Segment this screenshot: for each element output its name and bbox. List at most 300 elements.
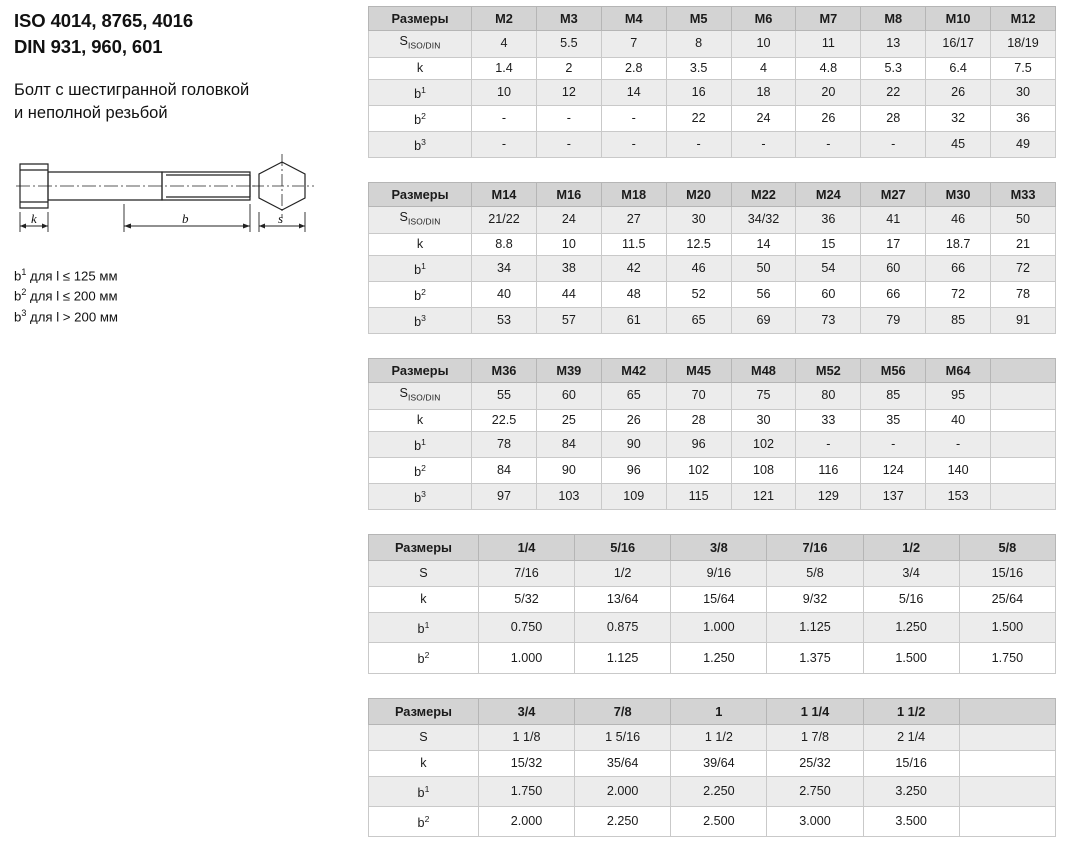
table-cell: 2.250 — [671, 776, 767, 806]
column-header-3-8: 3/8 — [671, 535, 767, 561]
table-cell: 42 — [601, 255, 666, 281]
column-header-1-1-4: 1 1/4 — [767, 698, 863, 724]
row-label-b1: $b^1$ — [369, 431, 472, 457]
column-header-dimensions: Размеры — [369, 183, 472, 207]
table-cell: 6.4 — [926, 57, 991, 79]
table-cell: 46 — [666, 255, 731, 281]
table-cell: - — [796, 431, 861, 457]
table-cell: 0.750 — [478, 613, 574, 643]
table-cell: 4 — [731, 57, 796, 79]
table-cell: 18/19 — [991, 31, 1056, 58]
column-header-7-16: 7/16 — [767, 535, 863, 561]
table-cell: - — [601, 105, 666, 131]
table-cell: 12 — [536, 79, 601, 105]
row-label-k: k — [369, 750, 479, 776]
table-cell: 2.000 — [575, 776, 671, 806]
column-header-dimensions: Размеры — [369, 535, 479, 561]
table-cell: 103 — [536, 484, 601, 510]
column-header-m30: M30 — [926, 183, 991, 207]
row-label-s: $S_{ISO/DIN}$ — [369, 207, 472, 234]
table-cell: 24 — [536, 207, 601, 234]
table-cell: - — [796, 131, 861, 157]
table-cell: 3/4 — [863, 561, 959, 587]
table-cell: 60 — [536, 383, 601, 410]
table-cell: 52 — [666, 281, 731, 307]
table-row — [369, 233, 1056, 255]
table-inch-quarter-five-eighths — [368, 534, 1056, 673]
table-row — [369, 587, 1056, 613]
column-header-dimensions: Размеры — [369, 359, 472, 383]
table-cell: 1.125 — [575, 643, 671, 673]
table-row — [369, 207, 1056, 234]
column-header-1-4: 1/4 — [478, 535, 574, 561]
table-cell: 60 — [796, 281, 861, 307]
column-header-dimensions: Размеры — [369, 7, 472, 31]
subtitle-line-2: и неполной резьбой — [14, 104, 168, 123]
table-cell: 2 — [536, 57, 601, 79]
table-cell: 24 — [731, 105, 796, 131]
table-row — [369, 613, 1056, 643]
column-header-m52: M52 — [796, 359, 861, 383]
table-cell: 49 — [991, 131, 1056, 157]
drawing-label-k: k — [31, 210, 37, 226]
table-cell: 1.250 — [671, 643, 767, 673]
footnote-b3-sup: 3 — [21, 307, 27, 318]
table-cell: 2.000 — [478, 806, 574, 836]
title-line-1: ISO 4014, 8765, 4016 — [14, 10, 194, 31]
table-cell: 153 — [926, 484, 991, 510]
table-row — [369, 643, 1056, 673]
table-cell: 12.5 — [666, 233, 731, 255]
table-cell: 57 — [536, 307, 601, 333]
table-header-row — [369, 183, 1056, 207]
column-header-m48: M48 — [731, 359, 796, 383]
table-cell — [991, 457, 1056, 483]
table-cell: 109 — [601, 484, 666, 510]
table-cell: 1.250 — [863, 613, 959, 643]
table-cell: 70 — [666, 383, 731, 410]
table-cell: 53 — [472, 307, 537, 333]
table-cell: 1.500 — [863, 643, 959, 673]
table-cell: 28 — [666, 409, 731, 431]
column-header-m4: M4 — [601, 7, 666, 31]
table-cell: 90 — [536, 457, 601, 483]
table-cell: 32 — [926, 105, 991, 131]
row-label-b1: $b^1$ — [369, 255, 472, 281]
table-cell: 1.000 — [671, 613, 767, 643]
row-label-b2: $b^2$ — [369, 457, 472, 483]
column-header-m3: M3 — [536, 7, 601, 31]
table-cell: 16 — [666, 79, 731, 105]
table-cell: 5/32 — [478, 587, 574, 613]
table-cell: 1 5/16 — [575, 724, 671, 750]
column-header-dimensions: Размеры — [369, 698, 479, 724]
table-cell: 18.7 — [926, 233, 991, 255]
table-cell: 1.4 — [472, 57, 537, 79]
table-cell: 48 — [601, 281, 666, 307]
table-header-row — [369, 698, 1056, 724]
table-cell: 75 — [731, 383, 796, 410]
table-header-row — [369, 7, 1056, 31]
table-cell: 102 — [666, 457, 731, 483]
table-cell: 90 — [601, 431, 666, 457]
table-cell: 1.750 — [478, 776, 574, 806]
table-cell: 26 — [601, 409, 666, 431]
table-cell: 4.8 — [796, 57, 861, 79]
table-cell: 2.8 — [601, 57, 666, 79]
column-header-m20: M20 — [666, 183, 731, 207]
table-row — [369, 31, 1056, 58]
row-label-k: k — [369, 233, 472, 255]
table-cell: 11.5 — [601, 233, 666, 255]
table-cell: 72 — [926, 281, 991, 307]
bolt-technical-drawing — [14, 146, 324, 236]
table-cell: 36 — [991, 105, 1056, 131]
table-cell: 4 — [472, 31, 537, 58]
table-cell: 5/8 — [767, 561, 863, 587]
row-label-s: S — [369, 724, 479, 750]
table-cell: 0.875 — [575, 613, 671, 643]
subtitle-line-1: Болт с шестигранной головкой — [14, 81, 250, 100]
table-cell: 25/32 — [767, 750, 863, 776]
table-cell — [959, 806, 1055, 836]
footnote-b2 — [14, 286, 359, 306]
footnote-b3-text: для l > 200 мм — [26, 309, 118, 325]
row-label-b2: $b^2$ — [369, 105, 472, 131]
table-cell: 35 — [861, 409, 926, 431]
table-row — [369, 724, 1056, 750]
table-cell: 2.750 — [767, 776, 863, 806]
table-cell: 10 — [536, 233, 601, 255]
footnote-b3-base: b — [14, 309, 22, 325]
footnote-b2-base: b — [14, 288, 22, 304]
table-cell: 15/64 — [671, 587, 767, 613]
column-header-m12: M12 — [991, 7, 1056, 31]
table-cell: 21 — [991, 233, 1056, 255]
column-header-1: 1 — [671, 698, 767, 724]
table-row — [369, 431, 1056, 457]
table-cell: 79 — [861, 307, 926, 333]
table-cell: 102 — [731, 431, 796, 457]
table-cell: 1/2 — [575, 561, 671, 587]
table-row — [369, 806, 1056, 836]
row-label-k: k — [369, 587, 479, 613]
table-cell: 7/16 — [478, 561, 574, 587]
product-description — [14, 79, 359, 126]
table-row — [369, 131, 1056, 157]
table-cell: 20 — [796, 79, 861, 105]
row-label-b1: $b^1$ — [369, 79, 472, 105]
table-cell: 108 — [731, 457, 796, 483]
table-cell: 116 — [796, 457, 861, 483]
column-header-7-8: 7/8 — [575, 698, 671, 724]
table-cell: 13/64 — [575, 587, 671, 613]
table-cell: 17 — [861, 233, 926, 255]
table-row — [369, 105, 1056, 131]
table-cell — [959, 776, 1055, 806]
table-cell: 46 — [926, 207, 991, 234]
table-cell: 3.5 — [666, 57, 731, 79]
column-header-m18: M18 — [601, 183, 666, 207]
table-cell: - — [666, 131, 731, 157]
table-cell: 66 — [926, 255, 991, 281]
table-cell: 38 — [536, 255, 601, 281]
table-row — [369, 561, 1056, 587]
row-label-k: k — [369, 409, 472, 431]
column-header-m64: M64 — [926, 359, 991, 383]
table-cell: 10 — [731, 31, 796, 58]
table-row — [369, 281, 1056, 307]
table-cell: 7.5 — [991, 57, 1056, 79]
table-cell: - — [861, 431, 926, 457]
table-cell: - — [472, 105, 537, 131]
table-cell: 44 — [536, 281, 601, 307]
table-row — [369, 457, 1056, 483]
column-header-5-16: 5/16 — [575, 535, 671, 561]
footnote-b3 — [14, 307, 359, 327]
table-row — [369, 750, 1056, 776]
column-header-m5: M5 — [666, 7, 731, 31]
row-label-b1: $b^1$ — [369, 776, 479, 806]
table-cell: 3.500 — [863, 806, 959, 836]
table-metric-m14-m33 — [368, 182, 1056, 334]
table-cell: 16/17 — [926, 31, 991, 58]
table-cell: 9/32 — [767, 587, 863, 613]
table-cell: 1 1/8 — [478, 724, 574, 750]
column-header-m22: M22 — [731, 183, 796, 207]
table-cell: 30 — [666, 207, 731, 234]
table-cell: 80 — [796, 383, 861, 410]
table-cell: - — [536, 131, 601, 157]
column-header-m16: M16 — [536, 183, 601, 207]
title-line-2: DIN 931, 960, 601 — [14, 35, 163, 57]
table-cell: 27 — [601, 207, 666, 234]
table-cell: 34 — [472, 255, 537, 281]
row-label-s: S — [369, 561, 479, 587]
table-cell: 56 — [731, 281, 796, 307]
drawing-label-s: s — [278, 210, 284, 226]
column-header-m10: M10 — [926, 7, 991, 31]
table-cell: 30 — [991, 79, 1056, 105]
table-cell: 22.5 — [472, 409, 537, 431]
table-cell — [991, 409, 1056, 431]
table-cell: 8 — [666, 31, 731, 58]
table-cell: 21/22 — [472, 207, 537, 234]
table-cell: 61 — [601, 307, 666, 333]
table-cell: 36 — [796, 207, 861, 234]
column-header-empty-8 — [991, 359, 1056, 383]
table-cell: 95 — [926, 383, 991, 410]
table-cell: 1.125 — [767, 613, 863, 643]
table-cell: 10 — [472, 79, 537, 105]
page-title — [14, 8, 359, 59]
table-header-row — [369, 359, 1056, 383]
table-cell: 50 — [991, 207, 1056, 234]
footnote-b1-text: для l ≤ 125 мм — [26, 268, 118, 284]
row-label-s: $S_{ISO/DIN}$ — [369, 383, 472, 410]
table-cell: 72 — [991, 255, 1056, 281]
table-row — [369, 79, 1056, 105]
table-cell: 91 — [991, 307, 1056, 333]
footnote-b2-sup: 2 — [21, 287, 27, 298]
table-cell: 41 — [861, 207, 926, 234]
table-cell: 73 — [796, 307, 861, 333]
table-cell: 26 — [926, 79, 991, 105]
column-header-m56: M56 — [861, 359, 926, 383]
column-header-m36: M36 — [472, 359, 537, 383]
table-cell: 8.8 — [472, 233, 537, 255]
table-cell: 14 — [731, 233, 796, 255]
table-cell: 1 7/8 — [767, 724, 863, 750]
table-cell: 140 — [926, 457, 991, 483]
footnote-b1-sup: 1 — [21, 266, 27, 277]
table-cell: 35/64 — [575, 750, 671, 776]
column-header-m8: M8 — [861, 7, 926, 31]
table-cell: 96 — [666, 431, 731, 457]
drawing-label-b: b — [182, 210, 189, 226]
table-cell: 9/16 — [671, 561, 767, 587]
footnote-b1-base: b — [14, 268, 22, 284]
column-header-m39: M39 — [536, 359, 601, 383]
table-cell: 22 — [666, 105, 731, 131]
table-cell: 50 — [731, 255, 796, 281]
dimension-tables — [368, 6, 1056, 861]
table-cell: 60 — [861, 255, 926, 281]
left-info-column — [14, 8, 359, 327]
column-header-m24: M24 — [796, 183, 861, 207]
row-label-b2: $b^2$ — [369, 806, 479, 836]
column-header-m14: M14 — [472, 183, 537, 207]
table-cell: - — [601, 131, 666, 157]
table-cell: 84 — [472, 457, 537, 483]
table-cell: 3.250 — [863, 776, 959, 806]
table-cell: - — [472, 131, 537, 157]
table-cell: - — [731, 131, 796, 157]
row-label-b2: $b^2$ — [369, 281, 472, 307]
table-cell — [959, 750, 1055, 776]
table-cell: 97 — [472, 484, 537, 510]
table-cell: 25/64 — [959, 587, 1055, 613]
table-cell: 40 — [926, 409, 991, 431]
table-cell: 22 — [861, 79, 926, 105]
table-row — [369, 409, 1056, 431]
table-cell: 2.250 — [575, 806, 671, 836]
table-cell: 65 — [666, 307, 731, 333]
table-cell: 1.375 — [767, 643, 863, 673]
row-label-b3: $b^3$ — [369, 307, 472, 333]
column-header-m2: M2 — [472, 7, 537, 31]
column-header-m45: M45 — [666, 359, 731, 383]
table-cell: 1 1/2 — [671, 724, 767, 750]
table-cell — [991, 383, 1056, 410]
table-inch-three-quarters-one-half — [368, 698, 1056, 837]
table-cell: 15/16 — [863, 750, 959, 776]
table-cell: 121 — [731, 484, 796, 510]
table-cell: 30 — [731, 409, 796, 431]
table-row — [369, 57, 1056, 79]
column-header-m6: M6 — [731, 7, 796, 31]
row-label-b2: $b^2$ — [369, 643, 479, 673]
row-label-s: $S_{ISO/DIN}$ — [369, 31, 472, 58]
table-cell: 55 — [472, 383, 537, 410]
column-header-1-2: 1/2 — [863, 535, 959, 561]
table-cell: 11 — [796, 31, 861, 58]
table-cell: 84 — [536, 431, 601, 457]
table-cell: 5.5 — [536, 31, 601, 58]
table-cell: 129 — [796, 484, 861, 510]
column-header-empty-5 — [959, 698, 1055, 724]
table-metric-m36-m64 — [368, 358, 1056, 510]
row-label-k: k — [369, 57, 472, 79]
table-cell: 28 — [861, 105, 926, 131]
table-cell: 137 — [861, 484, 926, 510]
table-header-row — [369, 535, 1056, 561]
footnote-b2-text: для l ≤ 200 мм — [26, 288, 118, 304]
table-cell: 85 — [926, 307, 991, 333]
table-cell: - — [926, 431, 991, 457]
table-cell: 66 — [861, 281, 926, 307]
column-header-1-1-2: 1 1/2 — [863, 698, 959, 724]
table-cell: 15/32 — [478, 750, 574, 776]
table-cell: 2.500 — [671, 806, 767, 836]
table-cell: 40 — [472, 281, 537, 307]
table-cell: - — [536, 105, 601, 131]
table-row — [369, 383, 1056, 410]
row-label-b3: $b^3$ — [369, 131, 472, 157]
table-cell — [991, 484, 1056, 510]
table-cell: 54 — [796, 255, 861, 281]
table-cell — [991, 431, 1056, 457]
row-label-b1: $b^1$ — [369, 613, 479, 643]
table-cell: 39/64 — [671, 750, 767, 776]
table-cell: 26 — [796, 105, 861, 131]
table-row — [369, 255, 1056, 281]
table-cell: 1.500 — [959, 613, 1055, 643]
column-header-m27: M27 — [861, 183, 926, 207]
table-cell: 13 — [861, 31, 926, 58]
table-cell: 96 — [601, 457, 666, 483]
table-cell: 115 — [666, 484, 731, 510]
table-cell: 124 — [861, 457, 926, 483]
table-cell: 78 — [991, 281, 1056, 307]
table-cell: 34/32 — [731, 207, 796, 234]
table-cell: 2 1/4 — [863, 724, 959, 750]
table-row — [369, 307, 1056, 333]
table-cell: 1.750 — [959, 643, 1055, 673]
table-cell: 15/16 — [959, 561, 1055, 587]
table-row — [369, 776, 1056, 806]
table-cell: 65 — [601, 383, 666, 410]
column-header-m42: M42 — [601, 359, 666, 383]
table-cell: 85 — [861, 383, 926, 410]
table-cell: 5/16 — [863, 587, 959, 613]
table-cell: 25 — [536, 409, 601, 431]
column-header-m33: M33 — [991, 183, 1056, 207]
table-cell: 14 — [601, 79, 666, 105]
table-cell — [959, 724, 1055, 750]
table-cell: 78 — [472, 431, 537, 457]
column-header-5-8: 5/8 — [959, 535, 1055, 561]
footnotes — [14, 266, 359, 327]
column-header-m7: M7 — [796, 7, 861, 31]
table-cell: 15 — [796, 233, 861, 255]
table-cell: 33 — [796, 409, 861, 431]
table-cell: 69 — [731, 307, 796, 333]
table-cell: 18 — [731, 79, 796, 105]
table-row — [369, 484, 1056, 510]
table-cell: 1.000 — [478, 643, 574, 673]
table-cell: - — [861, 131, 926, 157]
